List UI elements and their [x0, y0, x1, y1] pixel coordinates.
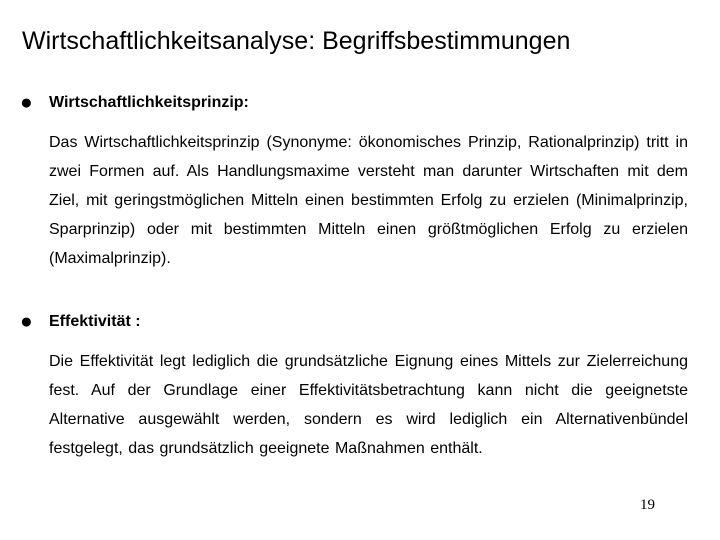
page-number: 19	[640, 497, 655, 513]
section-heading: Effektivität :	[49, 313, 141, 330]
section-body-text: Das Wirtschaftlichkeitsprinzip (Synonyme: ökonomisches Prinzip, Rationalprinzip) tritt in zwei Formen auf. Als Handlungsmaxime versteht man darunter Wirtschaften mit dem Ziel, mit geringstmöglichen Mitteln einen bestimmten Erfolg zu erzielen (Minimalprinzip, Sparprinzip) oder mit bestimmten Mitteln einen größtmöglichen Erfolg zu erzielen (Maximalprinzip).	[49, 134, 688, 267]
section-heading-row	[20, 91, 688, 117]
section-effektivitaet	[20, 310, 688, 463]
section-wirtschaftlichkeitsprinzip	[20, 91, 688, 273]
slide-title: Wirtschaftlichkeitsanalyse: Begriffsbestimmungen	[22, 27, 571, 55]
section-heading-row	[20, 310, 688, 336]
bullet-icon: ●	[20, 91, 33, 114]
section-heading: Wirtschaftlichkeitsprinzip:	[49, 94, 249, 111]
section-body-text: Die Effektivität legt lediglich die grundsätzliche Eignung eines Mittels zur Zielerreichung fest. Auf der Grundlage einer Effektivitätsbetrachtung kann nicht die geeignetste Alternative ausgewählt werden, sondern es wird lediglich ein Alternativenbündel festgelegt, das grundsätzlich geeignete Maßnahmen enthält.	[49, 353, 688, 457]
bullet-icon: ●	[20, 310, 33, 333]
